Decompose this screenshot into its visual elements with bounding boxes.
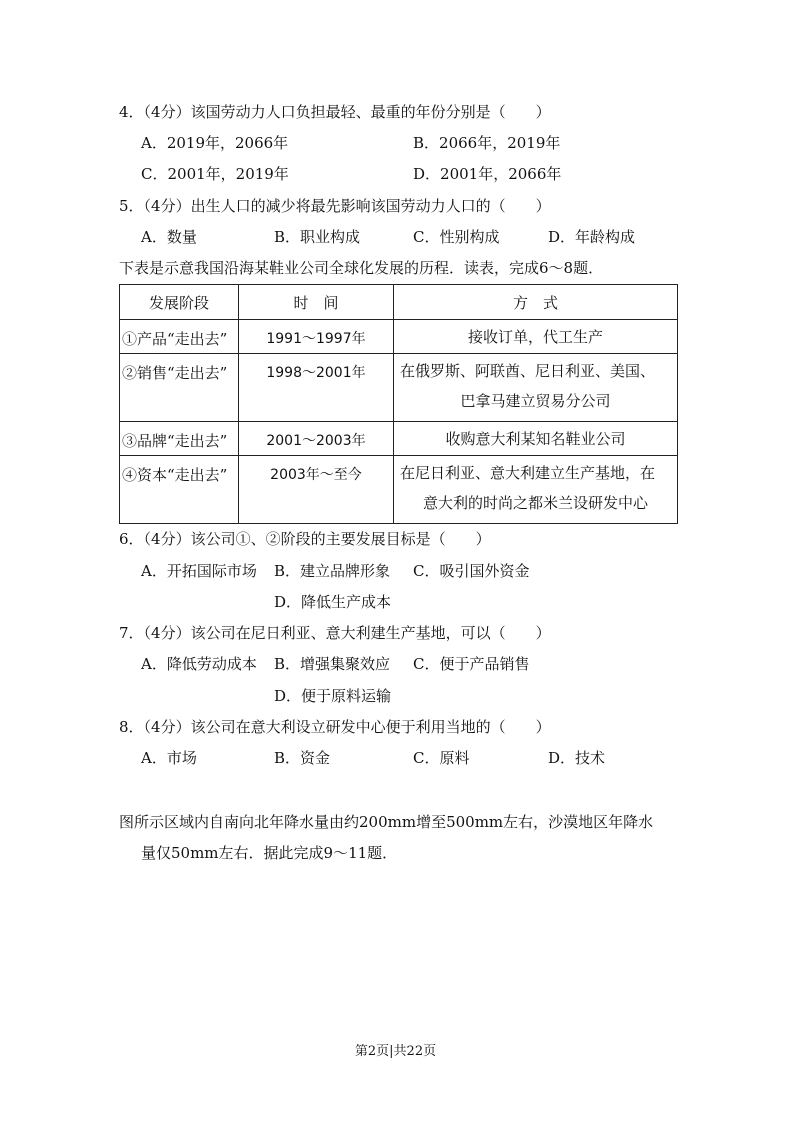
q5-option-a: A．数量 bbox=[141, 228, 197, 246]
q6-stem: 6．（4分）该公司①、②阶段的主要发展目标是（ ） bbox=[119, 530, 491, 548]
mode-line: 意大利的时尚之都米兰设研发中心 bbox=[422, 494, 648, 512]
page-footer: 第2页|共22页 bbox=[354, 1044, 437, 1059]
q6-option-c: C．吸引国外资金 bbox=[413, 562, 530, 580]
q6-option-a: A．开拓国际市场 bbox=[141, 562, 257, 580]
mode-line: 收购意大利某知名鞋业公司 bbox=[445, 430, 626, 448]
time-cell: 1998～2001年 bbox=[239, 354, 394, 422]
time-cell: 2003年～至今 bbox=[239, 456, 394, 524]
stage-cell: ③品牌“走出去” bbox=[120, 422, 239, 456]
stage-cell: ②销售“走出去” bbox=[120, 354, 239, 422]
q8-option-c: C．原料 bbox=[413, 749, 470, 767]
passage-line-2: 量仅50mm左右．据此完成9～11题． bbox=[141, 844, 398, 862]
q4-option-a: A．2019年，2066年 bbox=[141, 134, 289, 152]
q4-option-d: D．2001年，2066年 bbox=[413, 165, 562, 183]
time-cell: 2001～2003年 bbox=[239, 422, 394, 456]
mode-cell bbox=[394, 320, 678, 354]
mode-cell bbox=[394, 456, 678, 524]
q5-stem: 5．（4分）出生人口的减少将最先影响该国劳动力人口的（ ） bbox=[119, 197, 551, 215]
time-cell: 1991～1997年 bbox=[239, 320, 394, 354]
mode-cell bbox=[394, 354, 678, 422]
table-row bbox=[120, 320, 678, 354]
mode-line: 接收订单，代工生产 bbox=[467, 328, 603, 346]
q4-stem: 4．（4分）该国劳动力人口负担最轻、最重的年份分别是（ ） bbox=[119, 103, 551, 121]
q8-stem: 8．（4分）该公司在意大利设立研发中心便于利用当地的（ ） bbox=[119, 718, 551, 736]
q8-option-b: B．资金 bbox=[274, 749, 331, 767]
q4-option-b: B．2066年，2019年 bbox=[413, 134, 561, 152]
q7-stem: 7．（4分）该公司在尼日利亚、意大利建生产基地，可以（ ） bbox=[119, 624, 551, 642]
q7-option-b: B．增强集聚效应 bbox=[274, 655, 391, 673]
table-row bbox=[120, 456, 678, 524]
header-time: 时 间 bbox=[239, 285, 394, 320]
stage-cell: ④资本“走出去” bbox=[120, 456, 239, 524]
header-stage: 发展阶段 bbox=[120, 285, 239, 320]
passage-line-1: 图所示区域内自南向北年降水量由约200mm增至500mm左右，沙漠地区年降水 bbox=[119, 813, 654, 831]
q7-option-d: D．便于原料运输 bbox=[274, 687, 392, 705]
table-row bbox=[120, 354, 678, 422]
q5-option-c: C．性别构成 bbox=[413, 228, 500, 246]
mode-line: 巴拿马建立贸易分公司 bbox=[460, 392, 611, 410]
q5-option-d: D．年龄构成 bbox=[548, 228, 636, 246]
table-header-row bbox=[120, 285, 678, 320]
q7-option-a: A．降低劳动成本 bbox=[141, 655, 257, 673]
q8-option-d: D．技术 bbox=[548, 749, 606, 767]
q5-option-b: B．职业构成 bbox=[274, 228, 361, 246]
stage-cell: ①产品“走出去” bbox=[120, 320, 239, 354]
q6-option-b: B．建立品牌形象 bbox=[274, 562, 391, 580]
q6-option-d: D．降低生产成本 bbox=[274, 593, 392, 611]
header-mode: 方 式 bbox=[394, 285, 678, 320]
table-intro: 下表是示意我国沿海某鞋业公司全球化发展的历程．读表，完成6～8题． bbox=[119, 259, 604, 277]
mode-line: 在尼日利亚、意大利建立生产基地，在 bbox=[400, 464, 656, 482]
mode-cell bbox=[394, 422, 678, 456]
development-stages-table bbox=[119, 284, 678, 524]
mode-line: 在俄罗斯、阿联酋、尼日利亚、美国、 bbox=[400, 362, 656, 380]
q4-option-c: C．2001年，2019年 bbox=[141, 165, 289, 183]
table-row bbox=[120, 422, 678, 456]
q7-option-c: C．便于产品销售 bbox=[413, 655, 530, 673]
q8-option-a: A．市场 bbox=[141, 749, 197, 767]
